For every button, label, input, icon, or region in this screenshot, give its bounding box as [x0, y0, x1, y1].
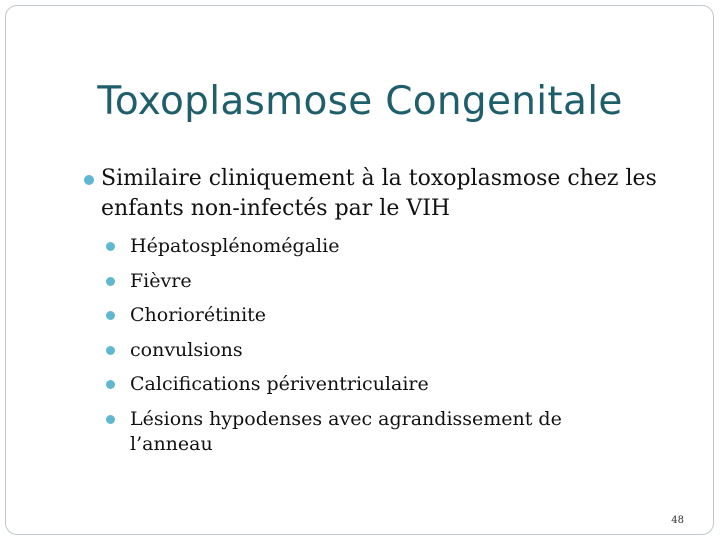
bullet-dot-icon	[84, 175, 94, 185]
bullet-dot-icon	[106, 380, 115, 389]
bullet-dot-icon	[106, 311, 115, 320]
main-bullet	[84, 164, 684, 224]
bullet-dot-icon	[106, 415, 115, 424]
sub-bullet-text: Lésions hypodenses avec agrandissement de l’anneau	[130, 407, 562, 455]
sub-bullet-text: Hépatosplénomégalie	[130, 235, 340, 257]
sub-bullet-text: Choriorétinite	[130, 304, 267, 326]
sub-bullet-text: convulsions	[130, 338, 243, 361]
page-number: 48	[671, 515, 684, 526]
sub-bullet-list	[106, 234, 646, 466]
sub-bullet-item	[106, 372, 646, 397]
sub-bullet-text: Fièvre	[130, 269, 192, 292]
main-bullet-text: Similaire cliniquement à la toxoplasmose chez les enfants non-infectés par le VIH	[101, 166, 657, 221]
sub-bullet-item	[106, 338, 646, 363]
slide-title: Toxoplasmose Congenitale	[97, 79, 623, 124]
sub-bullet-item	[106, 234, 646, 259]
sub-bullet-item	[106, 303, 646, 328]
sub-bullet-item	[106, 269, 646, 294]
bullet-dot-icon	[106, 346, 115, 355]
sub-bullet-item	[106, 407, 646, 457]
bullet-dot-icon	[106, 242, 115, 251]
bullet-dot-icon	[106, 277, 115, 286]
sub-bullet-text: Calcifications périventriculaire	[130, 373, 429, 395]
